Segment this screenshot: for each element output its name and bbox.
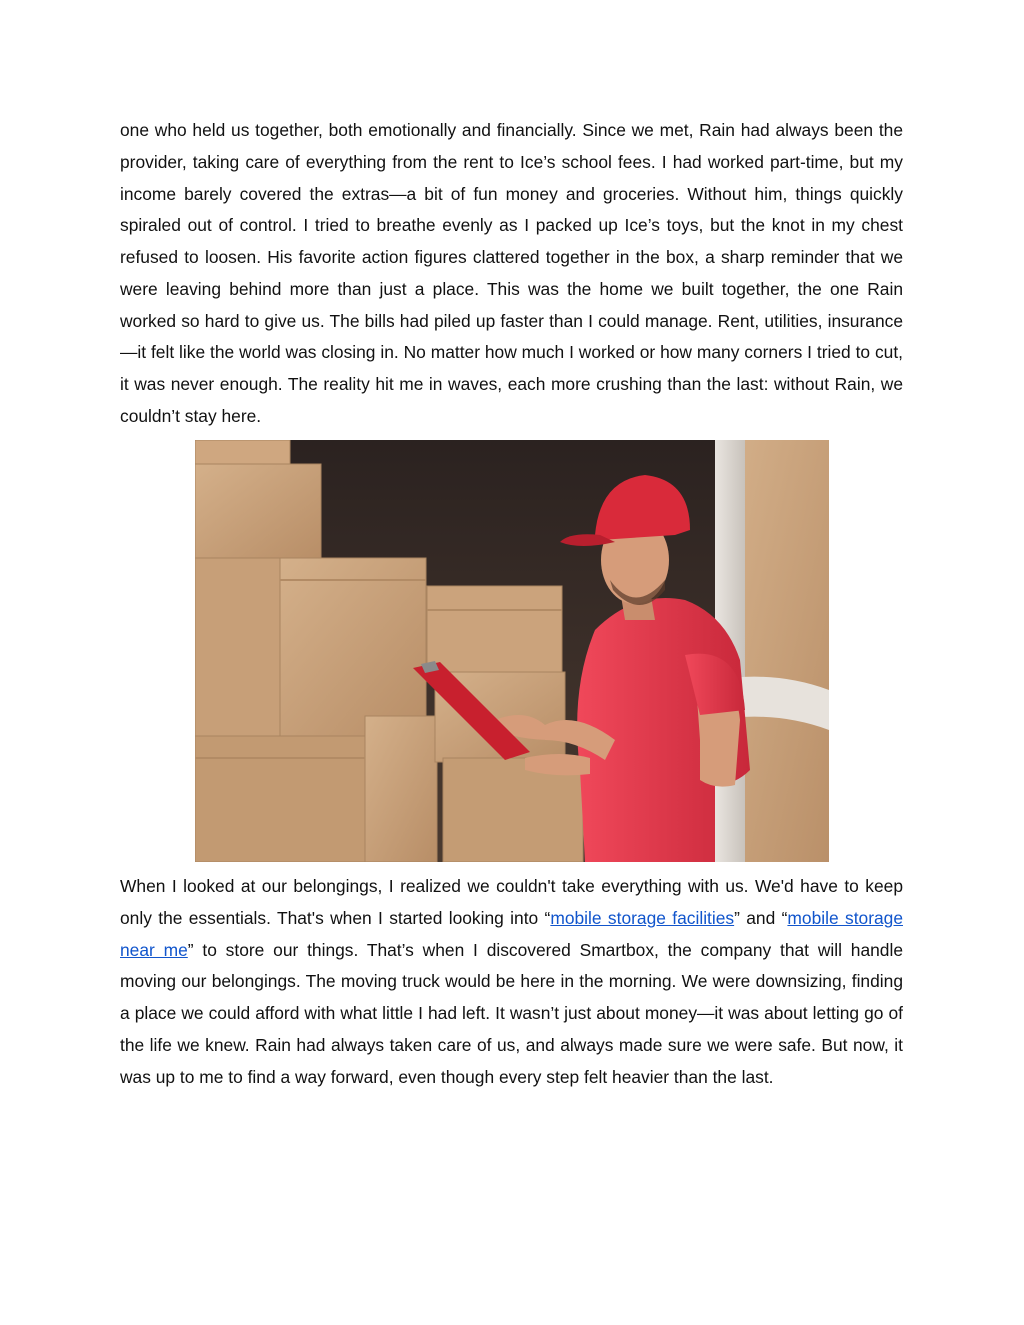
paragraph-2-text-c: ” to store our things. That’s when I discovered Smartbox, the company that will handle moving our belongings. The moving truck would be here in the morning. We were downsizing, finding a place we could afford with what little I had left. It wasn’t just about money—it was about letting go of the life we knew. Rain had always taken care of us, and always made sure we were safe. But now, it was up to me to find a way forward, even though every step felt heavier than the last.: [120, 939, 903, 1087]
link-mobile-storage-near-me[interactable]: mobile storage near me: [120, 907, 903, 960]
paragraph-2: [120, 871, 903, 1093]
link-mobile-storage-facilities[interactable]: mobile storage facilities: [550, 907, 735, 928]
delivery-man-photo: [195, 440, 829, 862]
paragraph-2-text-a: When I looked at our belongings, I realized we couldn't take everything with us. We'd have to keep only the essentials. That's when I started looking into “: [120, 876, 903, 928]
paragraph-2-text-b: ” and “: [734, 907, 788, 928]
paragraph-1: one who held us together, both emotionally and financially. Since we met, Rain had always been the provider, taking care of everything from the rent to Ice’s school fees. I had worked part-time, but my income barely covered the extras—a bit of fun money and groceries. Without him, things quickly spiraled out of control. I tried to breathe evenly as I packed up Ice’s toys, but the knot in my chest refused to loosen. His favorite action figures clattered together in the box, a sharp reminder that we were leaving behind more than just a place. This was the home we built together, the one Rain worked so hard to give us. The bills had piled up faster than I could manage. Rent, utilities, insurance—it felt like the world was closing in. No matter how much I worked or how many corners I tried to cut, it was never enough. The reality hit me in waves, each more crushing than the last: without Rain, we couldn’t stay here.: [120, 120, 903, 426]
